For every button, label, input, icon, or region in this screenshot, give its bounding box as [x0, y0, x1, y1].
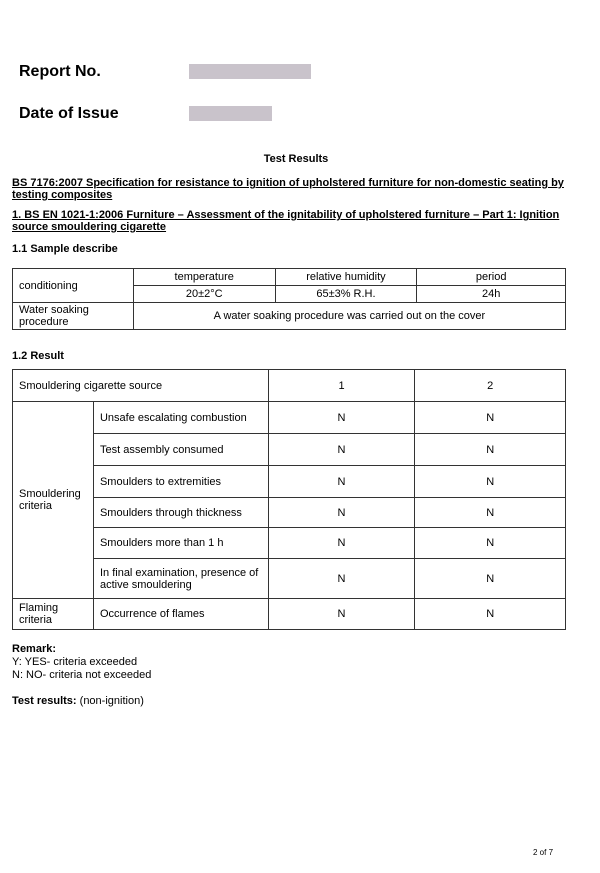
- date-of-issue-redacted: [189, 106, 272, 121]
- result-value-2: N: [415, 599, 566, 630]
- report-no-redacted: [189, 64, 311, 79]
- report-no-label: Report No.: [19, 63, 101, 80]
- result-value-2: N: [415, 434, 566, 466]
- criteria-label: Smoulders more than 1 h: [93, 528, 268, 559]
- sample-table: [12, 268, 566, 330]
- test-results-line: [12, 695, 144, 707]
- result-value-2: N: [415, 528, 566, 559]
- result-value-2: N: [415, 466, 566, 498]
- col-temperature: temperature: [133, 269, 275, 286]
- criteria-label: Unsafe escalating combustion: [93, 402, 268, 434]
- val-period: 24h: [417, 286, 566, 303]
- val-humidity: 65±3% R.H.: [275, 286, 417, 303]
- criteria-label: Smoulders through thickness: [93, 498, 268, 528]
- result-heading: 1.2 Result: [12, 350, 64, 362]
- criteria-label: Occurrence of flames: [93, 599, 268, 630]
- flaming-criteria-label: Flaming criteria: [13, 599, 94, 630]
- remark-label: Remark:: [12, 643, 57, 655]
- soaking-value: A water soaking procedure was carried out on the cover: [133, 303, 565, 330]
- result-value-1: N: [268, 402, 415, 434]
- remark-line-2: N: NO- criteria not exceeded: [12, 669, 152, 681]
- criteria-label: Test assembly consumed: [93, 434, 268, 466]
- criteria-label: Smoulders to extremities: [93, 466, 268, 498]
- result-table: [12, 369, 566, 630]
- criteria-label: In final examination, presence of active smouldering: [93, 559, 268, 599]
- spec-title: BS 7176:2007 Specification for resistance to ignition of upholstered furniture for non-domestic seating by testing composites: [12, 177, 564, 201]
- result-value-1: N: [268, 498, 415, 528]
- result-value-1: N: [268, 599, 415, 630]
- sample-heading: 1.1 Sample describe: [12, 243, 118, 255]
- page-title: Test Results: [263, 153, 329, 165]
- result-value-2: N: [415, 402, 566, 434]
- page-number: 2 of 7: [533, 848, 554, 857]
- sample-col-1: 1: [268, 370, 415, 402]
- result-value-1: N: [268, 559, 415, 599]
- table-row: [13, 559, 566, 599]
- table-row: [13, 599, 566, 630]
- result-value-1: N: [268, 466, 415, 498]
- sample-col-2: 2: [415, 370, 566, 402]
- section1-title: 1. BS EN 1021-1:2006 Furniture – Assessment of the ignitability of upholstered furniture – Part 1: Ignition source smouldering cigarette: [12, 209, 560, 233]
- table-row: [13, 434, 566, 466]
- table-row: [13, 498, 566, 528]
- result-value-1: N: [268, 528, 415, 559]
- date-of-issue-label: Date of Issue: [19, 105, 119, 122]
- soaking-label: Water soaking procedure: [13, 303, 134, 330]
- table-row: [13, 402, 566, 434]
- test-results-value: (non-ignition): [79, 695, 144, 707]
- test-results-label: Test results:: [12, 695, 77, 707]
- col-humidity: relative humidity: [275, 269, 417, 286]
- result-value-2: N: [415, 498, 566, 528]
- conditioning-label: conditioning: [13, 269, 134, 303]
- result-value-1: N: [268, 434, 415, 466]
- table-row: [13, 528, 566, 559]
- remark-line-1: Y: YES- criteria exceeded: [12, 656, 138, 668]
- table-row: [13, 466, 566, 498]
- result-value-2: N: [415, 559, 566, 599]
- val-temperature: 20±2°C: [133, 286, 275, 303]
- col-period: period: [417, 269, 566, 286]
- smouldering-criteria-label: Smouldering criteria: [13, 402, 94, 599]
- source-label: Smouldering cigarette source: [13, 370, 269, 402]
